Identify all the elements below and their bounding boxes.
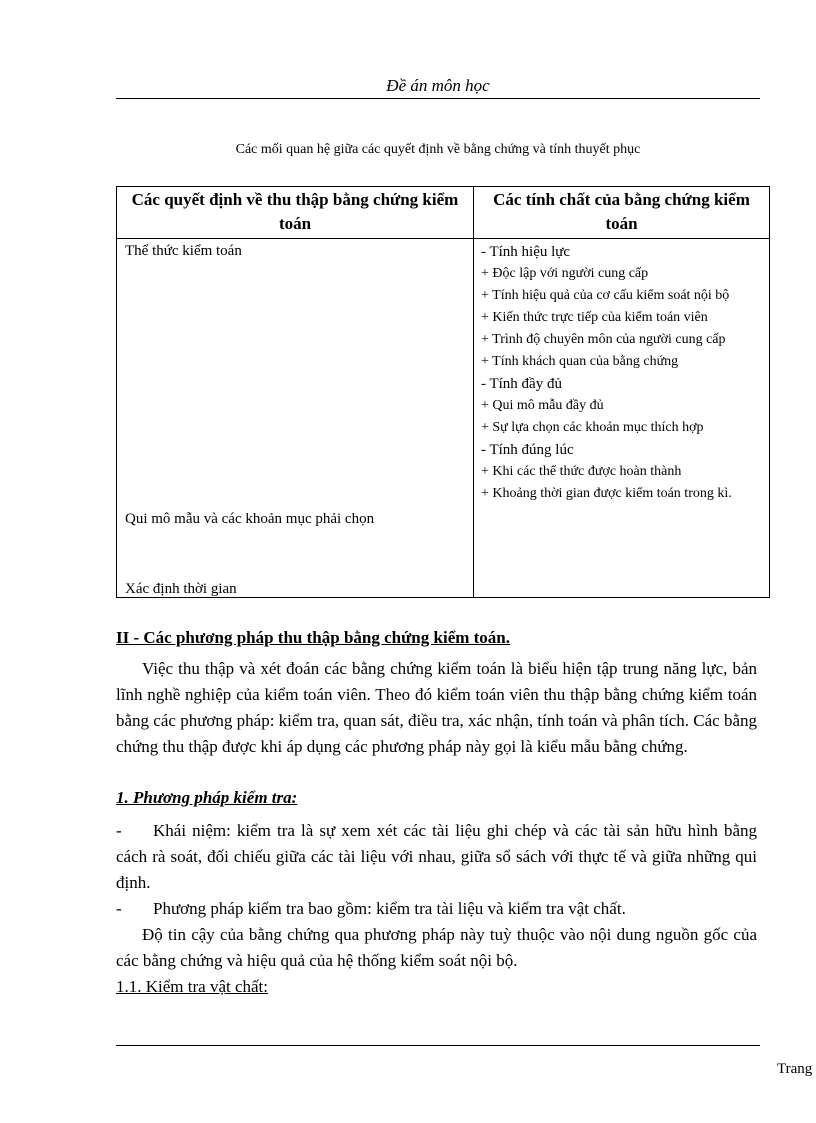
decision-timing: Xác định thời gian	[125, 581, 237, 597]
header-divider	[116, 98, 760, 99]
property-item: + Tính hiệu quả của cơ cấu kiểm soát nội bộ	[481, 288, 730, 303]
bullet-text: Phương pháp kiểm tra bao gồm: kiểm tra tài liệu và kiểm tra vật chất.	[153, 899, 626, 918]
subsection-heading: 1. Phương pháp kiểm tra:	[116, 788, 298, 807]
column-header-decisions: Các quyết định về thu thập bằng chứng kiểm toán	[117, 187, 474, 239]
property-item: - Tính đầy đủ	[481, 376, 562, 392]
subsubsection-heading: 1.1. Kiểm tra vật chất:	[116, 977, 269, 996]
property-item: + Khoảng thời gian được kiểm toán trong kì.	[481, 486, 732, 501]
page-label: Trang	[777, 1061, 813, 1077]
bullet-list	[116, 818, 757, 922]
property-item: + Kiến thức trực tiếp của kiểm toán viên	[481, 310, 708, 325]
table-row	[117, 239, 770, 598]
decisions-cell	[117, 239, 474, 598]
property-item: + Khi các thể thức được hoàn thành	[481, 464, 682, 479]
reliability-paragraph: Độ tin cậy của bằng chứng qua phương pháp này tuỳ thuộc vào nội dung nguồn gốc của các bằng chứng và hiệu quả của hệ thống kiểm soát nội bộ.	[116, 925, 757, 970]
decision-audit-procedures: Thể thức kiểm toán	[125, 243, 242, 259]
column-header-properties: Các tính chất của bằng chứng kiểm toán	[474, 187, 770, 239]
decision-sample-size: Qui mô mẫu và các khoản mục phải chọn	[125, 511, 375, 527]
section-paragraph: Việc thu thập và xét đoán các bằng chứng kiểm toán là biểu hiện tập trung năng lực, bản lĩnh nghề nghiệp của kiểm toán viên. Theo đó kiểm toán viên thu thập bằng chứng kiểm toán bằng các phương pháp: kiểm tra, quan sát, điều tra, xác nhận, tính toán và phân tích. Các bằng chứng thu thập được khi áp dụng các phương pháp này gọi là kiểu mẫu bằng chứng.	[116, 659, 757, 756]
list-item	[116, 818, 757, 896]
table-caption: Các mối quan hệ giữa các quyết định về bằng chứng và tính thuyết phục	[235, 142, 641, 157]
document-header-title: Đề án môn học	[386, 76, 490, 95]
property-item: + Tính khách quan của bằng chứng	[481, 354, 679, 369]
evidence-relationship-table	[116, 186, 770, 598]
table-header-row	[117, 187, 770, 239]
bullet-dash: -	[116, 821, 122, 840]
bullet-text: Khái niệm: kiểm tra là sự xem xét các tài liệu ghi chép và các tài sản hữu hình bằng cách rà soát, đối chiếu giữa các tài liệu với nhau, giữa sổ sách với thực tế và giữa những qui định.	[116, 821, 757, 892]
property-item: + Trình độ chuyên môn của người cung cấp	[481, 332, 726, 347]
properties-cell	[474, 239, 770, 598]
property-item: + Qui mô mẫu đầy đủ	[481, 398, 604, 413]
section-heading: II - Các phương pháp thu thập bằng chứng kiểm toán.	[116, 628, 511, 647]
bullet-dash: -	[116, 899, 122, 918]
footer-divider	[116, 1045, 760, 1046]
property-item: - Tính đúng lúc	[481, 442, 574, 458]
property-item: - Tính hiệu lực	[481, 244, 571, 260]
list-item	[116, 896, 757, 922]
property-item: + Sự lựa chọn các khoản mục thích hợp	[481, 420, 704, 435]
property-item: + Độc lập với người cung cấp	[481, 266, 649, 281]
